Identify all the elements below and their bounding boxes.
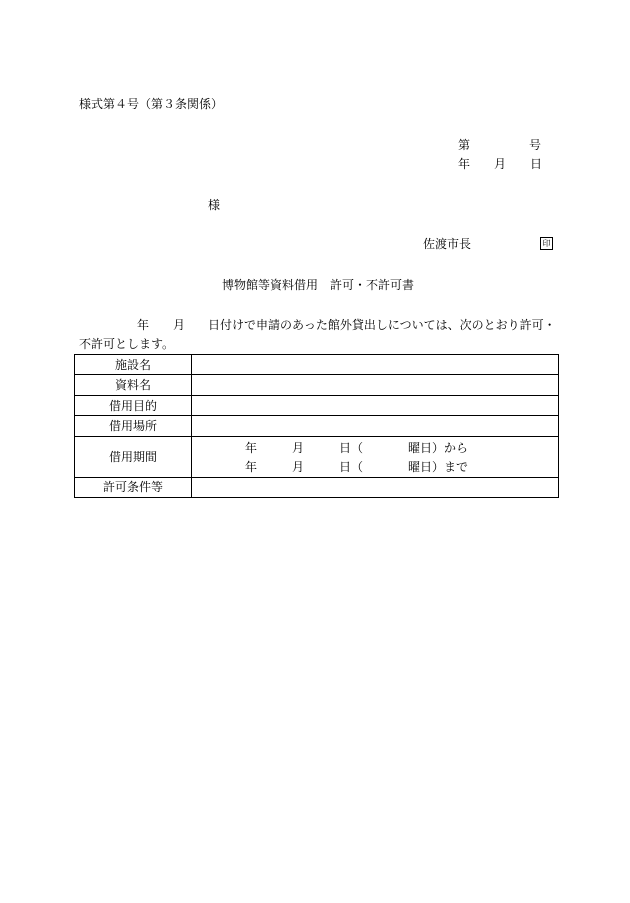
loan-permit-table (74, 354, 559, 498)
document-number-suffix: 号 (529, 138, 542, 152)
form-number: 様式第４号（第３条関係） (79, 97, 224, 111)
facility-value[interactable] (192, 355, 559, 375)
purpose-label: 借用目的 (75, 395, 192, 415)
period-end-day: 日（ (339, 459, 364, 474)
material-label: 資料名 (75, 375, 192, 395)
date-month-label: 月 (494, 157, 507, 171)
seal-mark: 印 (540, 237, 553, 250)
material-value[interactable] (192, 375, 559, 395)
period-start-weekday: 曜日）から (408, 440, 469, 455)
facility-label: 施設名 (75, 355, 192, 375)
period-end-weekday: 曜日）まで (408, 459, 469, 474)
location-label: 借用場所 (75, 416, 192, 436)
period-label: 借用期間 (75, 436, 192, 477)
conditions-label: 許可条件等 (75, 477, 192, 497)
body-text-line2: 不許可とします。 (79, 337, 175, 351)
date-day-label: 日 (530, 157, 543, 171)
period-value[interactable] (192, 436, 559, 477)
table-row-facility (75, 355, 559, 375)
table-row-conditions (75, 477, 559, 497)
purpose-value[interactable] (192, 395, 559, 415)
recipient-honorific: 様 (208, 198, 221, 212)
period-start-line (192, 438, 558, 457)
conditions-value[interactable] (192, 477, 559, 497)
table-row-material (75, 375, 559, 395)
date-year-label: 年 (458, 157, 471, 171)
period-end-month: 月 (292, 459, 305, 474)
document-title: 博物館等資料借用 許可・不許可書 (222, 278, 415, 292)
document-number-prefix: 第 (458, 138, 471, 152)
table-row-purpose (75, 395, 559, 415)
location-value[interactable] (192, 416, 559, 436)
issuer-title: 佐渡市長 (423, 237, 472, 251)
period-end-year: 年 (245, 459, 258, 474)
body-month-label: 月 (173, 318, 186, 332)
period-start-month: 月 (292, 440, 305, 455)
body-text-line1: 日付けで申請のあった館外貸出しについては、次のとおり許可・ (208, 318, 556, 332)
table-row-period (75, 436, 559, 477)
table-row-location (75, 416, 559, 436)
period-start-day: 日（ (339, 440, 364, 455)
body-year-label: 年 (137, 318, 150, 332)
period-start-year: 年 (245, 440, 258, 455)
period-end-line (192, 457, 558, 476)
